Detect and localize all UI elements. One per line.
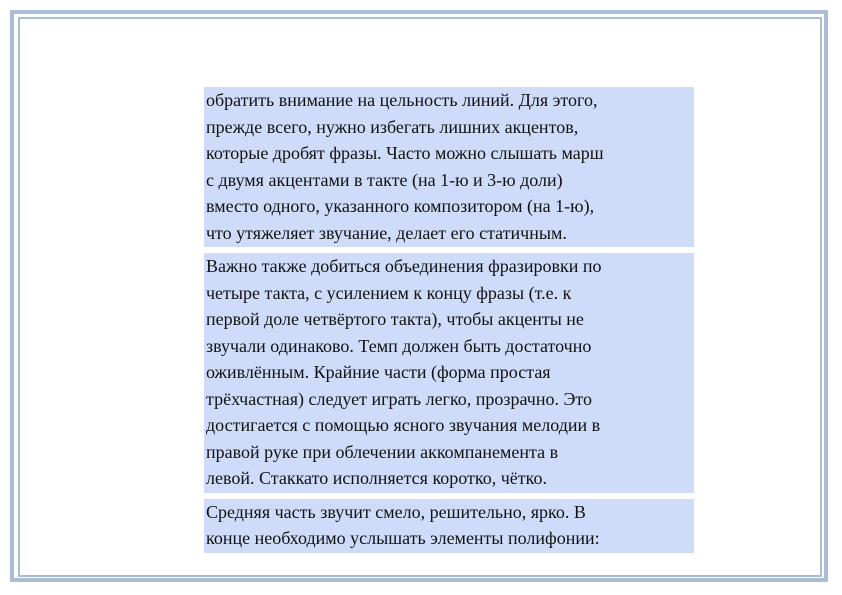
text-line: первой доле четвёртого такта), чтобы акценты не bbox=[206, 309, 584, 329]
text-line: левой. Стаккато исполняется коротко, чётко. bbox=[206, 468, 547, 488]
text-line: конце необходимо услышать элементы полифонии: bbox=[206, 528, 600, 548]
slide-text-block bbox=[204, 87, 694, 559]
text-line: Средняя часть звучит смело, решительно, ярко. В bbox=[206, 501, 586, 522]
text-line: что утяжеляет звучание, делает его статичным. bbox=[206, 222, 567, 243]
text-line: которые дробят фразы. Часто можно слышать марш bbox=[206, 143, 604, 163]
paragraph-3 bbox=[204, 499, 694, 553]
text-line: вместо одного, указанного композитором (на 1-ю), bbox=[206, 196, 595, 216]
text-line: оживлённым. Крайние части (форма простая bbox=[206, 362, 551, 382]
text-line: трёхчастная) следует играть легко, прозрачно. Это bbox=[206, 388, 592, 409]
text-line: четыре такта, с усилением к концу фразы (т.е. к bbox=[206, 282, 572, 303]
paragraph-1 bbox=[204, 87, 694, 247]
text-line: прежде всего, нужно избегать лишних акцентов, bbox=[206, 116, 579, 137]
text-line: обратить внимание на цельность линий. Для этого, bbox=[206, 90, 598, 110]
paragraph-2 bbox=[204, 253, 694, 493]
text-line: звучали одинаково. Темп должен быть достаточно bbox=[206, 335, 592, 356]
text-line: правой руке при облечении аккомпанемента в bbox=[206, 441, 559, 462]
text-line: Важно также добиться объединения фразировки по bbox=[206, 256, 602, 276]
text-line: достигается с помощью ясного звучания мелодии в bbox=[206, 415, 601, 435]
text-line: с двумя акцентами в такте (на 1-ю и 3-ю доли) bbox=[206, 169, 563, 190]
